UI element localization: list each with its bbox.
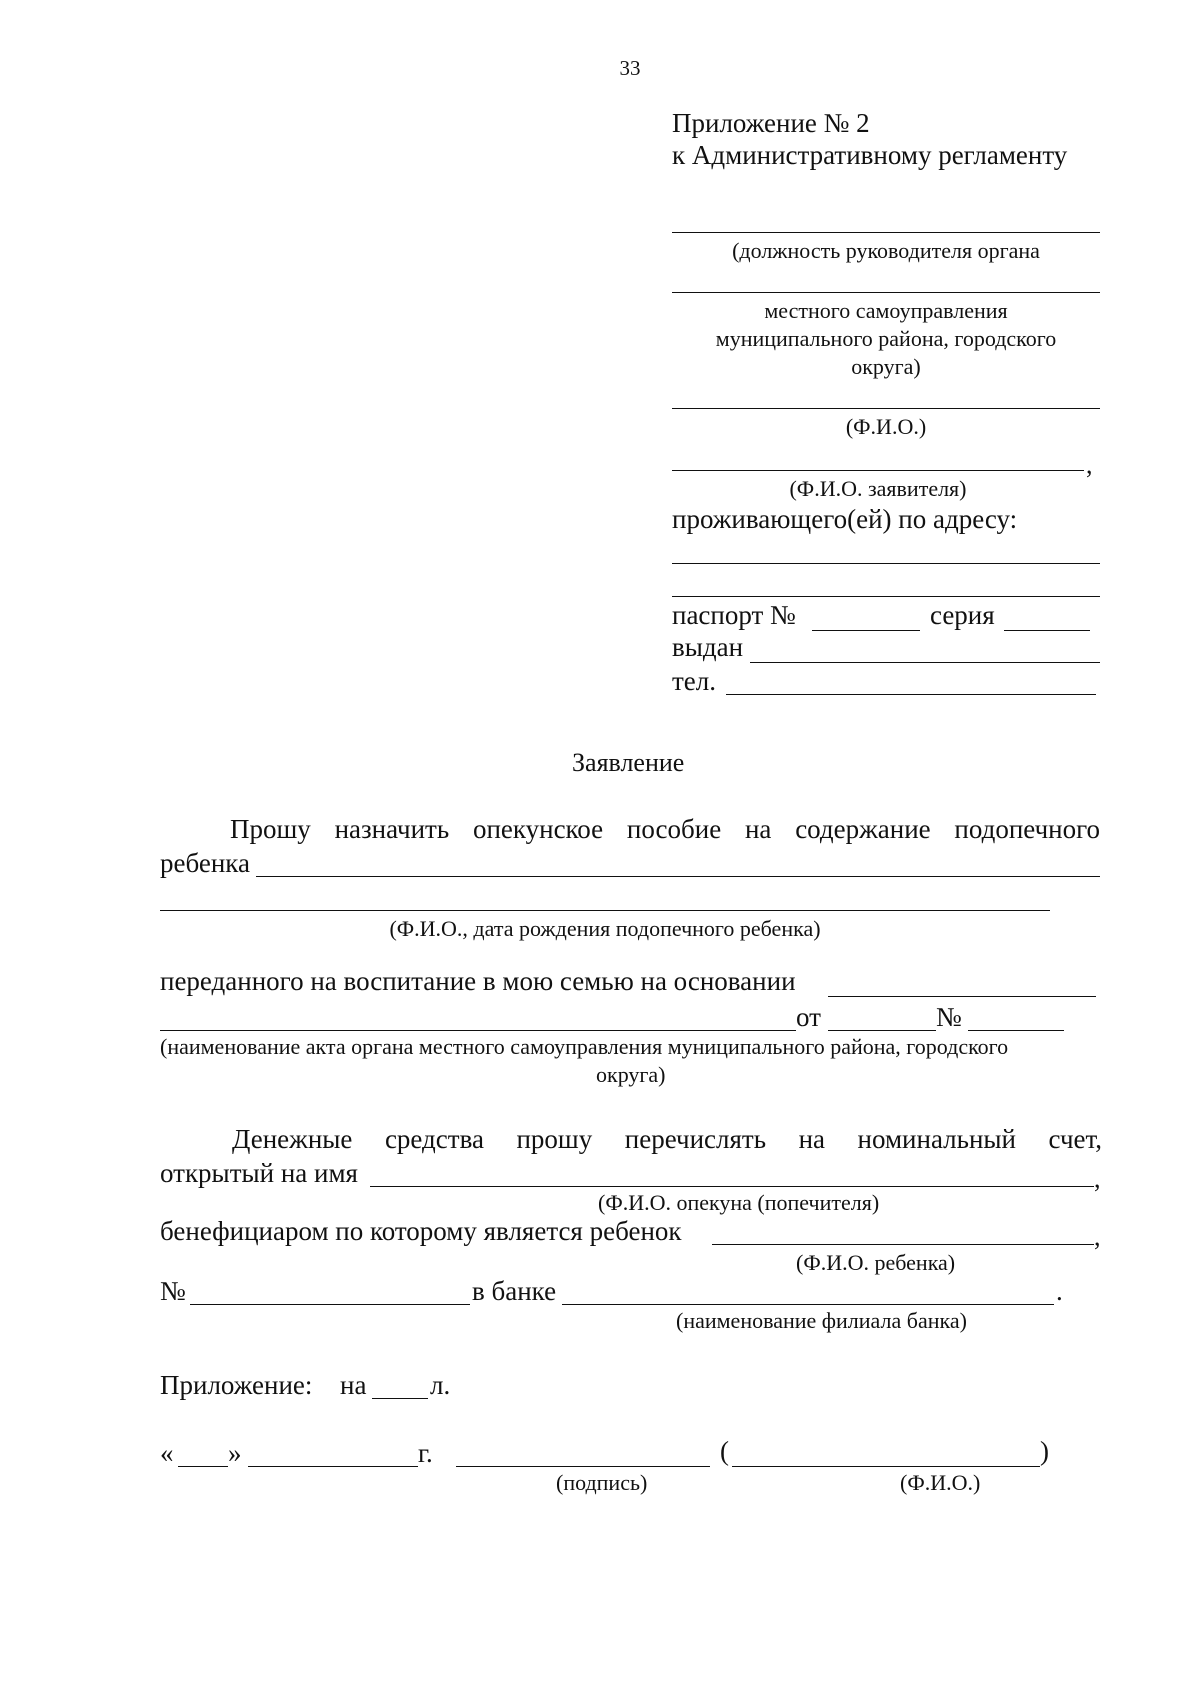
position-caption: (должность руководителя органа xyxy=(732,238,1040,263)
phone-label: тел. xyxy=(672,666,717,696)
funds-word: средства xyxy=(384,1124,484,1154)
bank-caption: (наименование филиала банка) xyxy=(676,1308,967,1333)
signature-fio-caption: (Ф.И.О.) xyxy=(900,1470,981,1495)
opened-label: открытый на имя xyxy=(160,1158,358,1188)
request-word: на xyxy=(744,814,772,844)
paren-close: ) xyxy=(1040,1436,1049,1466)
phone-field-line[interactable] xyxy=(726,694,1096,695)
request-line xyxy=(230,814,1100,845)
from-label: от xyxy=(796,1002,821,1032)
month-year-field-line[interactable] xyxy=(248,1466,418,1467)
child-field-line-1[interactable] xyxy=(256,876,1100,877)
signature-caption: (подпись) xyxy=(556,1470,648,1495)
year-label: г. xyxy=(418,1438,433,1468)
attachment-label: Приложение: xyxy=(160,1370,313,1400)
applicant-comma: , xyxy=(1086,450,1093,479)
funds-word: Денежные xyxy=(232,1124,353,1154)
head-fio-caption: (Ф.И.О.) xyxy=(845,414,927,439)
passport-number-field-line[interactable] xyxy=(812,630,920,631)
act-caption-line-1: (наименование акта органа местного самоуправления муниципального района, городского xyxy=(160,1034,1009,1059)
beneficiary-comma: , xyxy=(1094,1222,1101,1251)
act-field-line[interactable] xyxy=(160,1030,796,1031)
act-caption-line-2: округа) xyxy=(596,1062,666,1087)
request-word: подопечного xyxy=(954,814,1101,844)
date-field-line[interactable] xyxy=(828,1030,936,1031)
document-title: Заявление xyxy=(572,748,685,777)
page-number: 33 xyxy=(619,56,641,80)
appendix-title: Приложение № 2 xyxy=(672,108,870,138)
funds-word: номинальный xyxy=(857,1124,1016,1154)
day-field-line[interactable] xyxy=(178,1466,228,1467)
guardian-comma: , xyxy=(1094,1164,1101,1193)
signature-fio-field-line[interactable] xyxy=(732,1466,1040,1467)
residing-label: проживающего(ей) по адресу: xyxy=(672,504,1018,534)
beneficiary-field-line[interactable] xyxy=(712,1244,1094,1245)
address-field-line-1[interactable] xyxy=(672,563,1100,564)
child-label: ребенка xyxy=(160,848,250,878)
bank-label: в банке xyxy=(472,1276,557,1306)
paren-open: ( xyxy=(720,1436,729,1466)
request-word: опекунское xyxy=(472,814,604,844)
issued-label: выдан xyxy=(672,632,744,662)
sheets-label: л. xyxy=(430,1370,451,1400)
request-word: содержание xyxy=(795,814,931,844)
request-word: назначить xyxy=(334,814,450,844)
issued-field-line[interactable] xyxy=(750,662,1100,663)
act-number-field-line[interactable] xyxy=(968,1030,1064,1031)
organ-caption-line-3: муниципального района, городского xyxy=(715,326,1057,351)
guardian-caption: (Ф.И.О. опекуна (попечителя) xyxy=(598,1190,880,1215)
attachment-on: на xyxy=(340,1370,367,1400)
appendix-reference: к Административному регламенту xyxy=(672,140,1068,170)
funds-word: прошу xyxy=(516,1124,593,1154)
sheets-count-field-line[interactable] xyxy=(372,1398,428,1399)
account-number-field-line[interactable] xyxy=(190,1304,470,1305)
applicant-fio-caption: (Ф.И.О. заявителя) xyxy=(789,476,967,501)
series-label: серия xyxy=(930,600,995,630)
request-word: Прошу xyxy=(230,814,311,844)
position-field-line[interactable] xyxy=(672,232,1100,233)
quote-close: » xyxy=(228,1438,242,1468)
child-field-line-2[interactable] xyxy=(160,910,1050,911)
act-number-label: № xyxy=(936,1002,962,1032)
organ-field-line[interactable] xyxy=(672,292,1100,293)
quote-open: « xyxy=(160,1438,174,1468)
guardian-field-line[interactable] xyxy=(370,1186,1094,1187)
passport-label: паспорт № xyxy=(672,600,796,630)
bank-field-line[interactable] xyxy=(562,1304,1054,1305)
funds-line xyxy=(232,1124,1102,1155)
address-field-line-2[interactable] xyxy=(672,596,1100,597)
child-caption: (Ф.И.О., дата рождения подопечного ребенка) xyxy=(389,916,821,941)
account-number-label: № xyxy=(160,1276,186,1306)
funds-word: счет, xyxy=(1048,1124,1103,1154)
series-field-line[interactable] xyxy=(1004,630,1090,631)
head-fio-field-line[interactable] xyxy=(672,408,1100,409)
transferred-text: переданного на воспитание в мою семью на основании xyxy=(160,966,796,996)
funds-word: перечислять xyxy=(624,1124,767,1154)
signature-field-line[interactable] xyxy=(456,1466,710,1467)
bank-period: . xyxy=(1056,1276,1063,1306)
beneficiary-text: бенефициаром по которому является ребенок xyxy=(160,1216,682,1246)
basis-field-line[interactable] xyxy=(828,996,1096,997)
organ-caption-line-4: округа) xyxy=(851,354,921,379)
funds-word: на xyxy=(798,1124,825,1154)
request-word: пособие xyxy=(626,814,722,844)
applicant-fio-field-line[interactable] xyxy=(672,470,1084,471)
organ-caption-line-2: местного самоуправления xyxy=(764,298,1008,323)
child-fio-caption: (Ф.И.О. ребенка) xyxy=(796,1250,956,1275)
